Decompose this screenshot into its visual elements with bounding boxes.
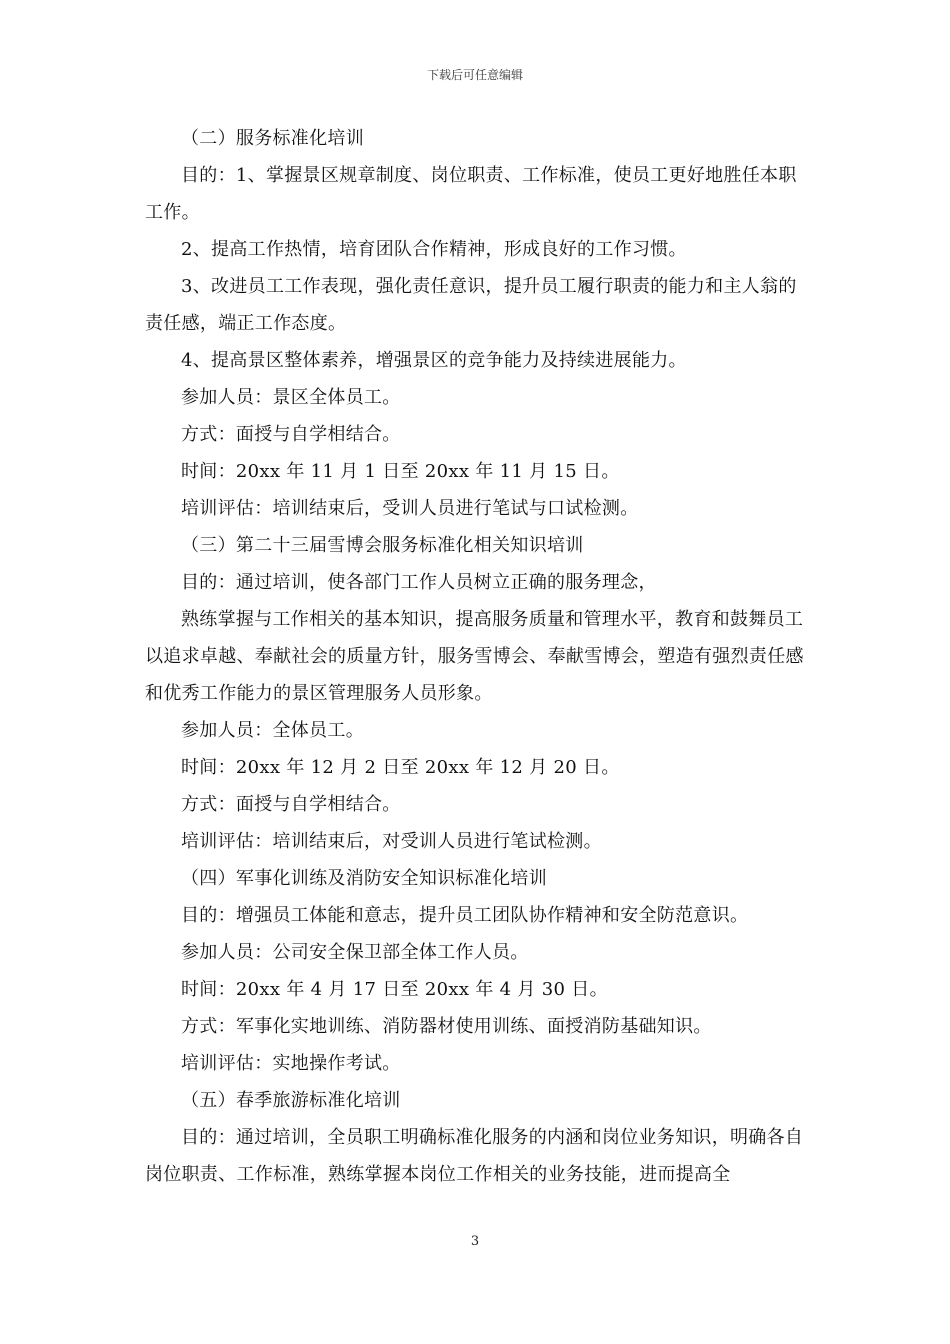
paragraph: 2、提高工作热情，培育团队合作精神，形成良好的工作习惯。 — [181, 239, 687, 260]
page-header: 下载后可任意编辑 — [426, 68, 523, 82]
paragraph: 目的：通过培训，使各部门工作人员树立正确的服务理念， — [181, 572, 657, 593]
paragraph: 3、改进员工工作表现，强化责任意识，提升员工履行职责的能力和主人翁的责任感，端正工作态度。 — [145, 276, 797, 334]
paragraph: 目的：增强员工体能和意志，提升员工团队协作精神和安全防范意识。 — [181, 905, 749, 926]
page-number: 3 — [470, 1234, 480, 1249]
section-heading-4: （四）军事化训练及消防安全知识标准化培训 — [181, 868, 547, 889]
section-heading-3: （三）第二十三届雪博会服务标准化相关知识培训 — [181, 535, 584, 556]
paragraph: 目的：1、掌握景区规章制度、岗位职责、工作标准，使员工更好地胜任本职工作。 — [145, 165, 797, 223]
section-heading-5: （五）春季旅游标准化培训 — [181, 1090, 401, 1111]
paragraph: 时间：20xx 年 4 月 17 日至 20xx 年 4 月 30 日。 — [181, 979, 608, 1000]
paragraph: 方式：军事化实地训练、消防器材使用训练、面授消防基础知识。 — [181, 1016, 712, 1037]
paragraph: 时间：20xx 年 12 月 2 日至 20xx 年 12 月 20 日。 — [181, 757, 620, 778]
paragraph: 参加人员：公司安全保卫部全体工作人员。 — [181, 942, 529, 963]
paragraph: 参加人员：全体员工。 — [181, 720, 364, 741]
paragraph: 4、提高景区整体素养，增强景区的竞争能力及持续进展能力。 — [181, 350, 687, 371]
section-heading-2: （二）服务标准化培训 — [181, 128, 364, 149]
paragraph: 熟练掌握与工作相关的基本知识，提高服务质量和管理水平，教育和鼓舞员工以追求卓越、奉献社会的质量方针，服务雪博会、奉献雪博会，塑造有强烈责任感和优秀工作能力的景区管理服务人员形象。 — [145, 609, 804, 704]
paragraph: 方式：面授与自学相结合。 — [181, 794, 401, 815]
document-body — [145, 120, 809, 1193]
paragraph: 目的：通过培训，全员职工明确标准化服务的内涵和岗位业务知识，明确各自岗位职责、工作标准，熟练掌握本岗位工作相关的业务技能，进而提高全 — [145, 1127, 804, 1185]
paragraph: 培训评估：实地操作考试。 — [181, 1053, 401, 1074]
paragraph: 培训评估：培训结束后，对受训人员进行笔试检测。 — [181, 831, 602, 852]
paragraph: 培训评估：培训结束后，受训人员进行笔试与口试检测。 — [181, 498, 639, 519]
paragraph: 方式：面授与自学相结合。 — [181, 424, 401, 445]
paragraph: 参加人员：景区全体员工。 — [181, 387, 401, 408]
paragraph: 时间：20xx 年 11 月 1 日至 20xx 年 11 月 15 日。 — [181, 461, 620, 482]
